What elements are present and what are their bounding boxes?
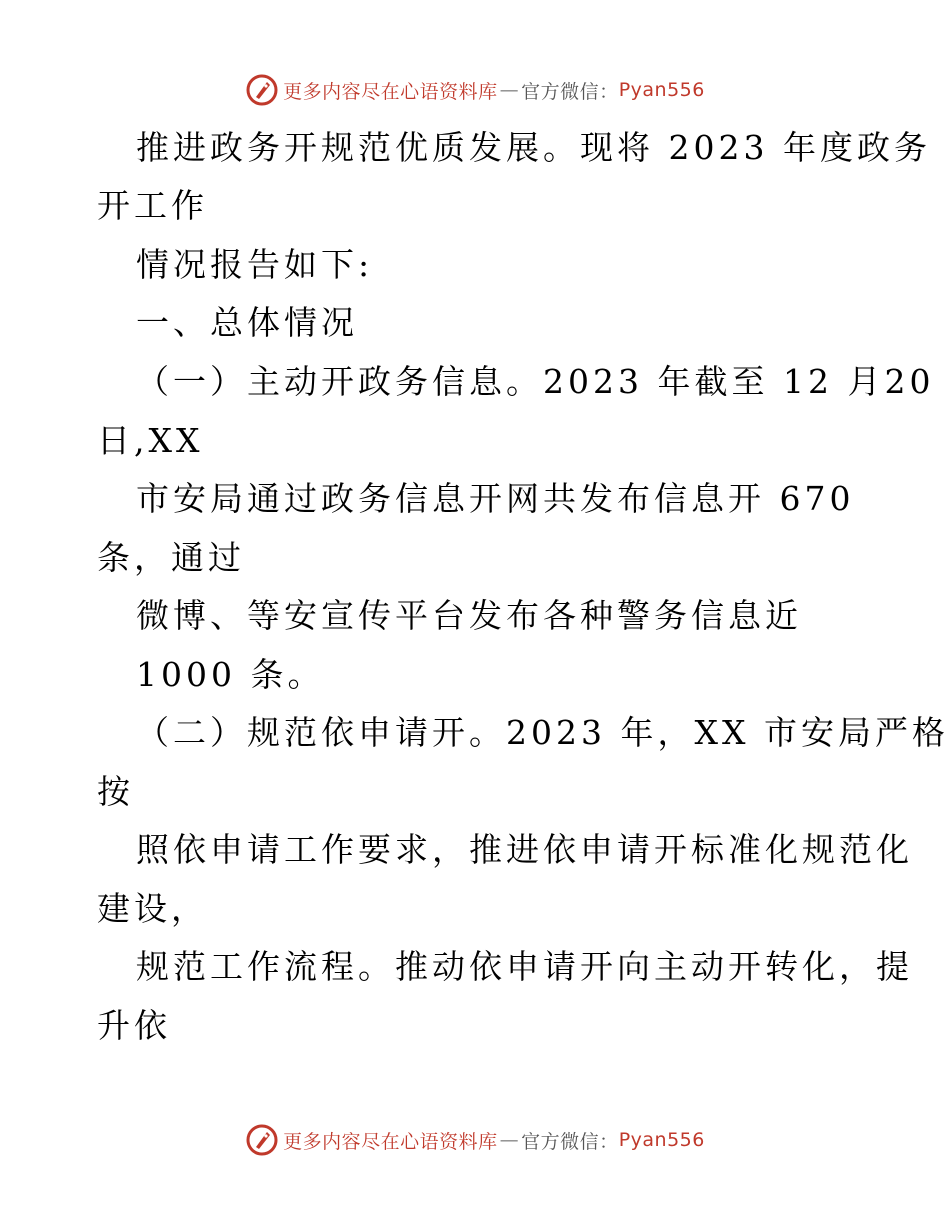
body-line: 条，通过 [97, 538, 245, 577]
body-line: （二）规范依申请开。2023 年，XX 市安局严格 [136, 713, 949, 752]
body-line: 市安局通过政务信息开网共发布信息开 670 [136, 479, 855, 518]
section-heading: 一、总体情况 [136, 303, 358, 342]
body-line: （一）主动开政务信息。2023 年截至 12 月20 [136, 362, 935, 401]
watermark-label: 官方微信： [521, 80, 619, 103]
body-line: 建设， [97, 889, 208, 928]
watermark-text: 更多内容尽在心语资料库 [283, 1130, 498, 1153]
body-line: 照依申请工作要求，推进依申请开标准化规范化 [136, 830, 913, 869]
footer-watermark [0, 1120, 950, 1160]
watermark-text: 更多内容尽在心语资料库 [283, 80, 498, 103]
body-line: 升依 [97, 1006, 171, 1045]
watermark-id: Pyan556 [618, 79, 705, 101]
body-line: 1000 条。 [136, 655, 325, 694]
watermark-dash: — [499, 1129, 520, 1151]
watermark-label: 官方微信： [521, 1130, 619, 1153]
body-line: 推进政务开规范优质发展。现将 2023 年度政务 [136, 128, 931, 167]
body-line: 情况报告如下: [136, 245, 374, 284]
body-line: 日,XX [97, 421, 204, 460]
body-line: 开工作 [97, 186, 208, 225]
body-line: 按 [97, 772, 134, 811]
body-line: 微博、等安宣传平台发布各种警务信息近 [136, 596, 802, 635]
watermark-id: Pyan556 [618, 1129, 705, 1151]
pen-nib-logo-icon [245, 1123, 279, 1157]
body-line: 规范工作流程。推动依申请开向主动开转化，提 [136, 947, 913, 986]
watermark-dash: — [499, 79, 520, 101]
